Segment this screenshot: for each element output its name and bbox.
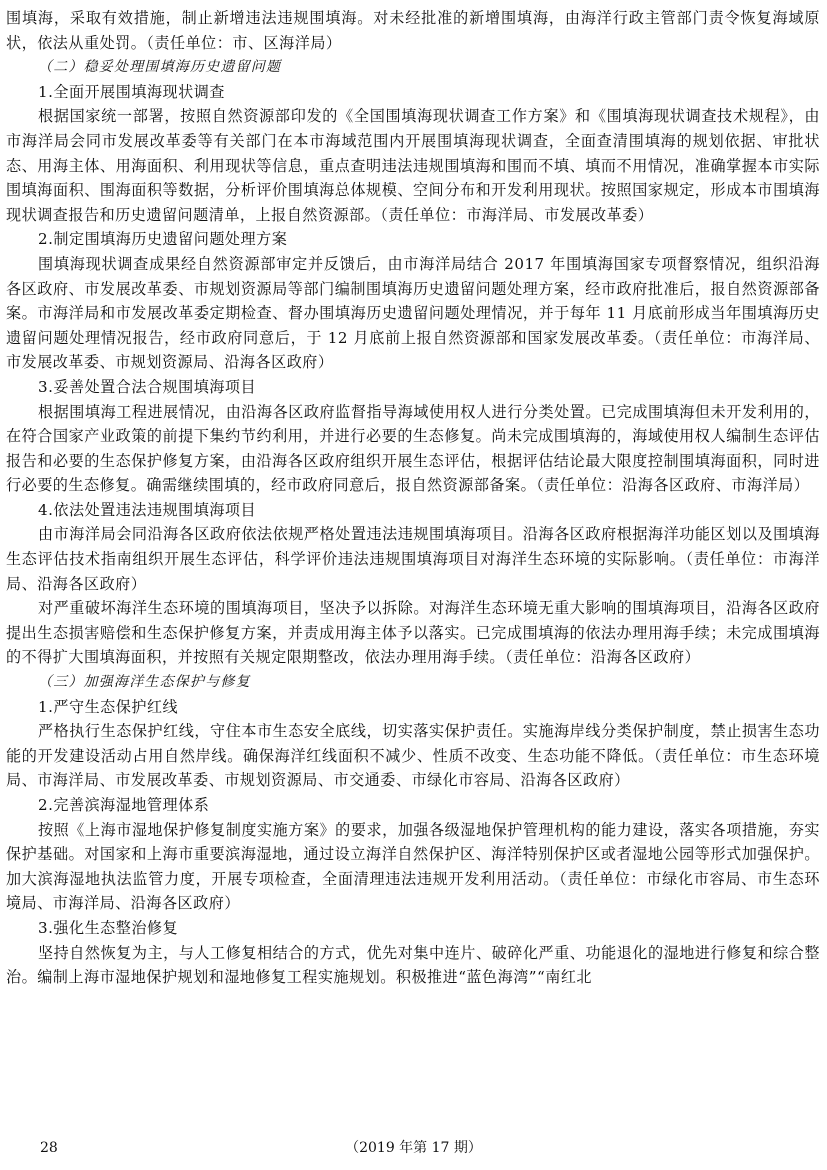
body-paragraph: 由市海洋局会同沿海各区政府依法依规严格处置违法违规围填海项目。沿海各区政府根据海洋功能区划以及围填海生态评估技术指南组织开展生态评估，科学评价违法违规围填海项目对海洋生态环境的实际影响。（责任单位：市海洋局、沿海各区政府） <box>6 525 820 593</box>
section-heading: 2.完善滨海湿地管理体系 <box>38 796 210 814</box>
page-body <box>6 6 820 1136</box>
body-paragraph: 坚持自然恢复为主，与人工修复相结合的方式，优先对集中连片、破碎化严重、功能退化的湿地进行修复和综合整治。编制上海市湿地保护规划和湿地修复工程实施规划。积极推进“蓝色海湾”“南红北 <box>6 943 820 987</box>
section-subheading: （二）稳妥处理围填海历史遗留问题 <box>38 59 282 76</box>
section-subheading: （三）加强海洋生态保护与修复 <box>38 674 251 691</box>
section-heading: 2.制定围填海历史遗留问题处理方案 <box>38 230 288 249</box>
page-footer <box>0 1136 827 1160</box>
body-paragraph: 严格执行生态保护红线，守住本市生态安全底线，切实落实保护责任。实施海岸线分类保护制度，禁止损害生态功能的开发建设活动占用自然岸线。确保海洋红线面积不减少、性质不改变、生态功能不降低。（责任单位：市生态环境局、市海洋局、市发展改革委、市规划资源局、市交通委、市绿化市容局、沿海各区政府） <box>6 722 820 790</box>
page-number: 28 <box>40 1140 58 1156</box>
issue-label: （2019 年第 17 期） <box>345 1140 482 1156</box>
section-heading: 4.依法处置违法违规围填海项目 <box>38 500 257 519</box>
section-heading: 1.严守生态保护红线 <box>38 697 179 716</box>
body-paragraph: 围填海现状调查成果经自然资源部审定并反馈后，由市海洋局结合 2017 年围填海国家专项督察情况，组织沿海各区政府、市发展改革委、市规划资源局等部门编制围填海历史遗留问题处理方案，经市政府批准后，报自然资源部备案。市海洋局和市发展改革委定期检查、督办围填海历史遗留问题处理情况，并于每年 11 月底前形成当年围填海历史遗留问题处理情况报告，经市政府同意后，于 12 月底前上报自然资源部和国家发展改革委。（责任单位：市海洋局、市发展改革委、市规划资源局、沿海各区政府） <box>6 254 820 372</box>
body-paragraph: 根据围填海工程进展情况，由沿海各区政府监督指导海域使用权人进行分类处置。已完成围填海但未开发利用的，在符合国家产业政策的前提下集约节约利用，并进行必要的生态修复。尚未完成围填海的，海域使用权人编制生态评估报告和必要的生态保护修复方案，由沿海各区政府组织开展生态评估，根据评估结论最大限度控制围填海面积，同时进行必要的生态修复。确需继续围填的，经市政府同意后，报自然资源部备案。（责任单位：沿海各区政府、市海洋局） <box>6 402 820 495</box>
body-paragraph: 围填海，采取有效措施，制止新增违法违规围填海。对未经批准的新增围填海，由海洋行政主管部门责令恢复海域原状，依法从重处罚。（责任单位：市、区海洋局） <box>6 9 820 52</box>
section-heading: 3.强化生态整治修复 <box>38 918 179 937</box>
section-heading: 3.妥善处置合法合规围填海项目 <box>38 377 257 396</box>
body-paragraph: 对严重破坏海洋生态环境的围填海项目，坚决予以拆除。对海洋生态环境无重大影响的围填海项目，沿海各区政府提出生态损害赔偿和生态保护修复方案，并责成用海主体予以落实。已完成围填海的依法办理用海手续；未完成围填海的不得扩大围填海面积，并按照有关规定限期整改，依法办理用海手续。（责任单位：沿海各区政府） <box>6 599 820 667</box>
body-paragraph: 根据国家统一部署，按照自然资源部印发的《全国围填海现状调查工作方案》和《围填海现状调查技术规程》，由市海洋局会同市发展改革委等有关部门在本市海域范围内开展围填海现状调查，全面查清围填海的规划依据、审批状态、用海主体、用海面积、利用现状等信息，重点查明违法违规围填海和围而不填、填而不用情况，准确掌握本市实际围填海面积、围海面积等数据，分析评价围填海总体规模、空间分布和开发利用现状。按照国家规定，形成本市围填海现状调查报告和历史遗留问题清单，上报自然资源部。（责任单位：市海洋局、市发展改革委） <box>6 107 820 224</box>
body-paragraph: 按照《上海市湿地保护修复制度实施方案》的要求，加强各级湿地保护管理机构的能力建设，落实各项措施，夯实保护基础。对国家和上海市重要滨海湿地，通过设立海洋自然保护区、海洋特别保护区或者湿地公园等形式加强保护。加大滨海湿地执法监管力度，开展专项检查，全面清理违法违规开发利用活动。（责任单位：市绿化市容局、市生态环境局、市海洋局、沿海各区政府） <box>6 820 820 913</box>
section-heading: 1.全面开展围填海现状调查 <box>38 82 225 101</box>
